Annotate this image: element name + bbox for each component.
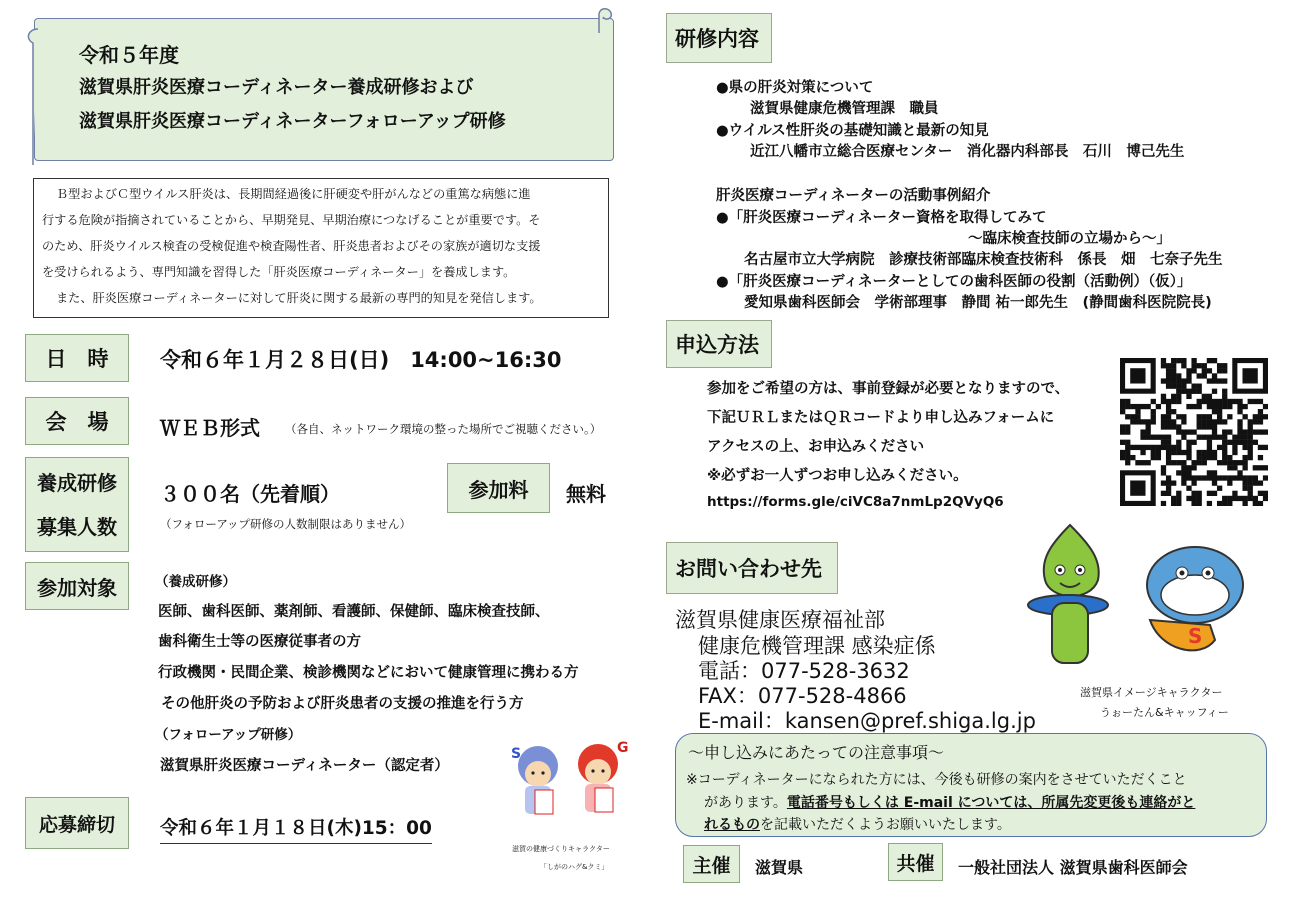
qr-code-pattern-icon bbox=[1120, 358, 1268, 506]
intro-line: Ｂ型およびＣ型ウイルス肝炎は、長期間経過後に肝硬変や肝がんなどの重篤な病態に進 bbox=[56, 187, 531, 201]
notice-line-2a: があります。 bbox=[704, 795, 787, 811]
scroll-curl-left-icon bbox=[23, 27, 53, 167]
target-line: （フォローアップ研修） bbox=[155, 727, 302, 743]
contact-title: お問い合わせ先 bbox=[666, 542, 838, 594]
venue-note: （各自、ネットワーク環境の整った場所でご視聴ください。） bbox=[285, 422, 602, 436]
apply-line: アクセスの上、お申込みください bbox=[707, 439, 925, 455]
content-title: 研修内容 bbox=[666, 13, 772, 63]
intro-line: のため、肝炎ウイルス検査の受検促進や検査陽性者、肝炎患者およびその家族が適切な支援 bbox=[42, 239, 541, 253]
contact-email[interactable]: E-mail：kansen@pref.shiga.lg.jp bbox=[698, 709, 1036, 733]
deadline-value: 令和６年１月１８日(木)15：00 bbox=[160, 814, 432, 844]
fee-value: 無料 bbox=[566, 482, 606, 506]
contact-tel: 電話：077-528-3632 bbox=[698, 659, 910, 683]
contact-dept: 健康危機管理課 感染症係 bbox=[698, 634, 936, 658]
intro-box bbox=[33, 178, 609, 318]
intro-line: 行する危険が指摘されていることから、早期発見、早期治療につなげることが重要です。そ bbox=[42, 213, 541, 227]
target-line: 医師、歯科医師、薬剤師、看護師、保健師、臨床検査技師、 bbox=[158, 604, 550, 620]
capacity-note: （フォローアップ研修の人数制限はありません） bbox=[160, 517, 412, 531]
wotan-caffy-mascot-icon bbox=[1010, 515, 1260, 685]
target-label: 参加対象 bbox=[25, 562, 129, 610]
date-label: 日 時 bbox=[25, 334, 129, 382]
title-banner bbox=[34, 18, 614, 161]
capacity-label bbox=[25, 457, 129, 552]
content-item: ～臨床検査技師の立場から～」 bbox=[968, 231, 1171, 247]
host-label: 主催 bbox=[683, 845, 740, 883]
capacity-value: ３００名（先着順） bbox=[160, 482, 340, 506]
notice-line-2b: 電話番号もしくは E-mail については、所属先変更後も連絡がと bbox=[786, 795, 1196, 811]
content-item: 近江八幡市立総合医療センター 消化器内科部長 石川 博己先生 bbox=[750, 144, 1185, 160]
notice-line-1: ※コーディネーターになられた方には、今後も研修の案内をさせていただくこと bbox=[686, 772, 1187, 788]
notice-line-2 bbox=[704, 792, 1195, 812]
contact-org: 滋賀県健康医療福祉部 bbox=[675, 608, 885, 632]
target-line: その他肝炎の予防および肝炎患者の支援の推進を行う方 bbox=[161, 696, 524, 712]
capacity-label-1: 養成研修 bbox=[37, 470, 117, 495]
cohost-value: 一般社団法人 滋賀県歯科医師会 bbox=[958, 858, 1188, 877]
header-year: 令和５年度 bbox=[79, 43, 179, 67]
target-line: 滋賀県肝炎医療コーディネーター（認定者） bbox=[160, 758, 449, 774]
mascot-right-caption-2: うぉーたん&キャッフィー bbox=[1100, 706, 1229, 719]
mascot-left-caption-2: 「しがのハグ&クミ」 bbox=[540, 863, 609, 871]
scroll-curl-right-icon bbox=[595, 5, 625, 35]
intro-line: また、肝炎医療コーディネーターに対して肝炎に関する最新の専門的知見を発信します。 bbox=[56, 291, 542, 305]
notice-box bbox=[675, 733, 1267, 837]
intro-line: を受けられるよう、専門知識を習得した「肝炎医療コーディネーター」を養成します。 bbox=[42, 265, 516, 279]
header-title-2: 滋賀県肝炎医療コーディネーターフォローアップ研修 bbox=[79, 111, 506, 132]
apply-line: 参加をご希望の方は、事前登録が必要となりますので、 bbox=[707, 381, 1070, 397]
fee-label: 参加料 bbox=[447, 463, 550, 513]
target-line: （養成研修） bbox=[155, 574, 236, 590]
mascot-right-caption-1: 滋賀県イメージキャラクター bbox=[1080, 686, 1223, 699]
svg-text:S: S bbox=[511, 746, 522, 762]
venue-label: 会 場 bbox=[25, 397, 129, 445]
date-value: 令和６年１月２８日(日) 14:00~16:30 bbox=[160, 348, 562, 372]
svg-text:S: S bbox=[1188, 624, 1203, 648]
content-item: 愛知県歯科医師会 学術部理事 静間 祐一郎先生 (静間歯科医院院長) bbox=[744, 295, 1212, 311]
target-line: 歯科衛生士等の医療従事者の方 bbox=[158, 634, 361, 650]
apply-line: 下記ＵＲＬまたはＱＲコードより申し込みフォームに bbox=[707, 410, 1055, 426]
content-item: ●県の肝炎対策について bbox=[716, 80, 874, 96]
notice-title: ～申し込みにあたっての注意事項～ bbox=[688, 743, 945, 762]
venue-value: ＷＥＢ形式 bbox=[160, 416, 260, 440]
content-item: 肝炎医療コーディネーターの活動事例紹介 bbox=[716, 188, 991, 204]
content-item: ●「肝炎医療コーディネーターとしての歯科医師の役割（活動例）（仮）」 bbox=[716, 274, 1192, 290]
notice-line-3a: れるもの bbox=[704, 817, 760, 833]
qr-code-icon[interactable] bbox=[1120, 358, 1268, 506]
target-line: 行政機関・民間企業、検診機関などにおいて健康管理に携わる方 bbox=[158, 665, 579, 681]
host-value: 滋賀県 bbox=[755, 858, 804, 877]
contact-fax: FAX：077-528-4866 bbox=[698, 684, 907, 708]
content-item: 滋賀県健康危機管理課 職員 bbox=[750, 101, 939, 117]
apply-title: 申込方法 bbox=[666, 320, 772, 368]
deadline-label: 応募締切 bbox=[25, 797, 129, 849]
notice-line-3 bbox=[704, 814, 1011, 834]
notice-line-3b: を記載いただくようお願いいたします。 bbox=[760, 817, 1011, 833]
header-title-1: 滋賀県肝炎医療コーディネーター養成研修および bbox=[79, 77, 474, 98]
content-item: 名古屋市立大学病院 診療技術部臨床検査技術科 係長 畑 七奈子先生 bbox=[744, 252, 1223, 268]
svg-text:G: G bbox=[617, 740, 629, 756]
content-item: ●「肝炎医療コーディネーター資格を取得してみて bbox=[716, 210, 1047, 226]
apply-line: ※必ずお一人ずつお申し込みください。 bbox=[707, 468, 968, 484]
hagu-kumi-mascot-icon bbox=[505, 738, 635, 838]
capacity-label-2: 募集人数 bbox=[37, 514, 117, 539]
mascot-left-caption-1: 滋賀の健康づくりキャラクター bbox=[512, 845, 610, 853]
content-item: ●ウイルス性肝炎の基礎知識と最新の知見 bbox=[716, 123, 989, 139]
cohost-label: 共催 bbox=[888, 843, 943, 881]
apply-url[interactable]: https://forms.gle/ciVC8a7nmLp2QVyQ6 bbox=[707, 494, 1004, 510]
